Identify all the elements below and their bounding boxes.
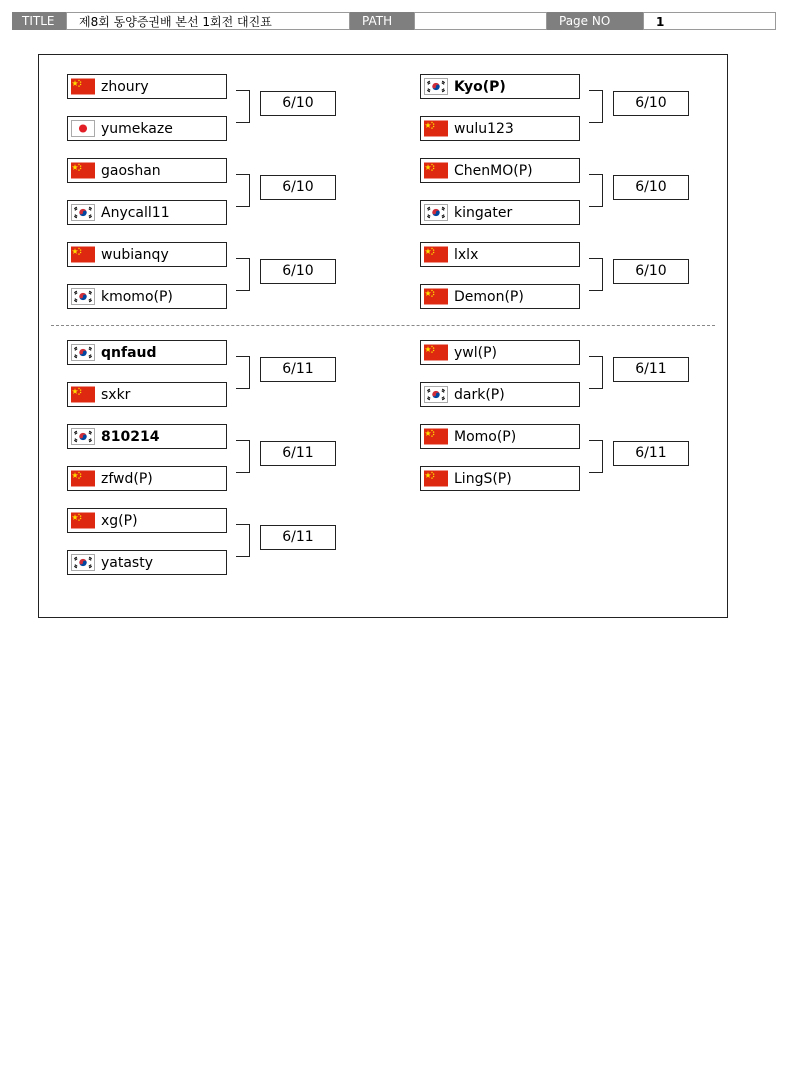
match-block (67, 508, 337, 592)
match-date: 6/11 (260, 525, 336, 550)
player-name: ChenMO(P) (454, 162, 533, 179)
player-box (420, 116, 580, 141)
match-block (67, 340, 337, 424)
china-flag-icon (71, 246, 95, 263)
header-title-label: TITLE (12, 12, 66, 30)
player-name: 810214 (101, 428, 160, 445)
bracket-connector (236, 174, 250, 207)
player-box (420, 466, 580, 491)
china-flag-icon (71, 470, 95, 487)
match-date: 6/10 (613, 175, 689, 200)
match-date: 6/11 (613, 357, 689, 382)
player-box (420, 74, 580, 99)
match-block (420, 74, 690, 158)
player-box (420, 424, 580, 449)
player-box (67, 200, 227, 225)
match-date: 6/10 (613, 91, 689, 116)
player-box (67, 74, 227, 99)
player-name: xg(P) (101, 512, 138, 529)
header-path-label: PATH (350, 12, 414, 30)
player-name: lxlx (454, 246, 479, 263)
match-block (67, 424, 337, 508)
header-page-value: 1 (643, 12, 776, 30)
match-block (67, 158, 337, 242)
player-box (67, 158, 227, 183)
player-box (67, 340, 227, 365)
china-flag-icon (424, 246, 448, 263)
player-name: wulu123 (454, 120, 514, 137)
match-block (420, 424, 690, 508)
china-flag-icon (424, 470, 448, 487)
match-date: 6/10 (613, 259, 689, 284)
match-date: 6/11 (613, 441, 689, 466)
korea-flag-icon (424, 78, 448, 95)
player-box (67, 550, 227, 575)
player-box (420, 382, 580, 407)
player-name: ywl(P) (454, 344, 497, 361)
match-block (67, 242, 337, 326)
player-name: Kyo(P) (454, 78, 506, 95)
china-flag-icon (71, 78, 95, 95)
bracket-connector (589, 90, 603, 123)
korea-flag-icon (424, 386, 448, 403)
player-name: dark(P) (454, 386, 505, 403)
bracket-connector (589, 174, 603, 207)
player-name: yatasty (101, 554, 154, 571)
korea-flag-icon (71, 204, 95, 221)
header-path-value (414, 12, 547, 30)
player-box (67, 382, 227, 407)
header-page-label: Page NO (547, 12, 643, 30)
match-block (420, 242, 690, 326)
china-flag-icon (71, 512, 95, 529)
player-name: zhoury (101, 78, 149, 95)
player-box (67, 242, 227, 267)
bracket-connector (236, 90, 250, 123)
china-flag-icon (71, 386, 95, 403)
bracket-connector (236, 356, 250, 389)
player-name: zfwd(P) (101, 470, 153, 487)
player-name: wubianqy (101, 246, 169, 263)
match-block (67, 74, 337, 158)
bracket-connector (589, 356, 603, 389)
japan-flag-icon (71, 120, 95, 137)
bracket-connector (236, 258, 250, 291)
bracket-connector (589, 258, 603, 291)
china-flag-icon (424, 288, 448, 305)
bracket-connector (236, 524, 250, 557)
player-name: Demon(P) (454, 288, 524, 305)
player-name: yumekaze (101, 120, 173, 137)
player-box (420, 340, 580, 365)
player-box (67, 466, 227, 491)
player-name: gaoshan (101, 162, 161, 179)
china-flag-icon (424, 428, 448, 445)
player-box (67, 116, 227, 141)
china-flag-icon (424, 344, 448, 361)
bracket-connector (236, 440, 250, 473)
bracket-connector (589, 440, 603, 473)
player-name: LingS(P) (454, 470, 512, 487)
match-date: 6/11 (260, 357, 336, 382)
player-box (420, 200, 580, 225)
match-date: 6/11 (260, 441, 336, 466)
player-name: kmomo(P) (101, 288, 173, 305)
player-name: Anycall11 (101, 204, 170, 221)
player-box (67, 508, 227, 533)
player-name: Momo(P) (454, 428, 517, 445)
player-name: kingater (454, 204, 513, 221)
match-date: 6/10 (260, 91, 336, 116)
china-flag-icon (71, 162, 95, 179)
china-flag-icon (424, 162, 448, 179)
korea-flag-icon (71, 288, 95, 305)
player-box (420, 284, 580, 309)
player-name: qnfaud (101, 344, 157, 361)
match-block (420, 340, 690, 424)
player-box (67, 284, 227, 309)
player-box (67, 424, 227, 449)
korea-flag-icon (71, 554, 95, 571)
player-box (420, 158, 580, 183)
match-date: 6/10 (260, 259, 336, 284)
player-name: sxkr (101, 386, 131, 403)
china-flag-icon (424, 120, 448, 137)
korea-flag-icon (71, 428, 95, 445)
korea-flag-icon (71, 344, 95, 361)
match-block (420, 158, 690, 242)
player-box (420, 242, 580, 267)
header-title-value: 제8회 동양증권배 본선 1회전 대진표 (66, 12, 350, 30)
match-date: 6/10 (260, 175, 336, 200)
korea-flag-icon (424, 204, 448, 221)
